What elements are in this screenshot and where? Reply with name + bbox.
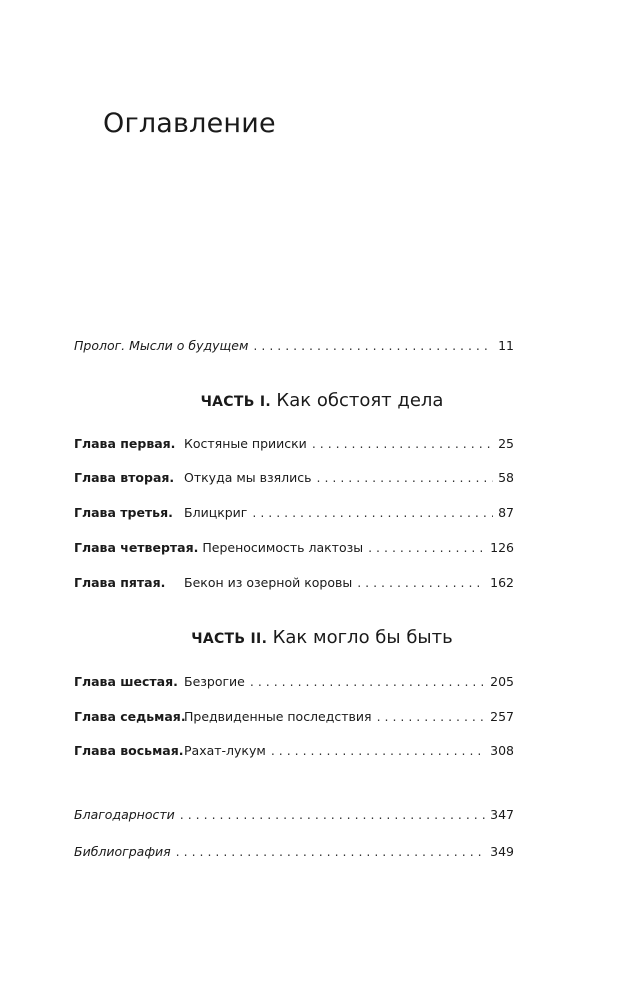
chapter-label: Глава шестая. [74,674,178,689]
entry-title: Благодарности [74,807,175,822]
part-number: ЧАСТЬ II. [191,631,268,647]
chapter-label: Глава четвертая. [74,540,199,555]
entry-title: Рахат-лукум [184,743,266,758]
leader-dots [253,338,493,353]
page-title: Оглавление [103,108,276,139]
page-number: 11 [498,338,514,353]
toc-entry-chapter[interactable] [74,505,514,525]
part-heading-2 [0,627,644,648]
chapter-label: Глава пятая. [74,575,166,590]
toc-entry-chapter[interactable] [74,743,514,763]
leader-dots [176,844,485,859]
leader-dots [180,807,485,822]
toc-entry-chapter[interactable] [74,709,514,729]
page-number: 87 [498,505,514,520]
page-number: 347 [490,807,514,822]
page-number: 205 [490,674,514,689]
chapter-label: Глава восьмая. [74,743,184,758]
leader-dots [368,540,485,555]
leader-dots [250,674,485,689]
entry-title: Безрогие [184,674,245,689]
entry-title: Пролог. Мысли о будущем [74,338,249,353]
chapter-label: Глава первая. [74,436,176,451]
entry-title: Библиография [74,844,171,859]
entry-title: Откуда мы взялись [184,470,312,485]
chapter-label: Глава третья. [74,505,173,520]
page-number: 126 [490,540,514,555]
entry-title: Блицкриг [184,505,248,520]
toc-entry-chapter[interactable] [74,540,514,560]
toc-entry-chapter[interactable] [74,436,514,456]
entry-title: Костяные прииски [184,436,307,451]
part-name: Как обстоят дела [276,390,444,411]
leader-dots [252,505,493,520]
toc-entry-chapter[interactable] [74,674,514,694]
entry-title: Бекон из озерной коровы [184,575,353,590]
leader-dots [357,575,485,590]
part-name: Как могло бы быть [272,627,453,648]
toc-entry-chapter[interactable] [74,575,514,595]
toc-entry-bibliography[interactable] [74,844,514,864]
page-number: 308 [490,743,514,758]
page-number: 162 [490,575,514,590]
part-heading-1 [0,390,644,411]
toc-entry-chapter[interactable] [74,470,514,490]
leader-dots [271,743,485,758]
leader-dots [317,470,494,485]
toc-entry-acknowledgements[interactable] [74,807,514,827]
chapter-label: Глава вторая. [74,470,175,485]
chapter-label: Глава седьмая. [74,709,186,724]
part-number: ЧАСТЬ I. [200,394,272,410]
leader-dots [312,436,493,451]
entry-title: Переносимость лактозы [202,540,364,555]
leader-dots [377,709,486,724]
page-number: 257 [490,709,514,724]
page-number: 349 [490,844,514,859]
toc-entry-prologue[interactable] [74,338,514,358]
page-number: 58 [498,470,514,485]
entry-title: Предвиденные последствия [184,709,372,724]
page-number: 25 [498,436,514,451]
